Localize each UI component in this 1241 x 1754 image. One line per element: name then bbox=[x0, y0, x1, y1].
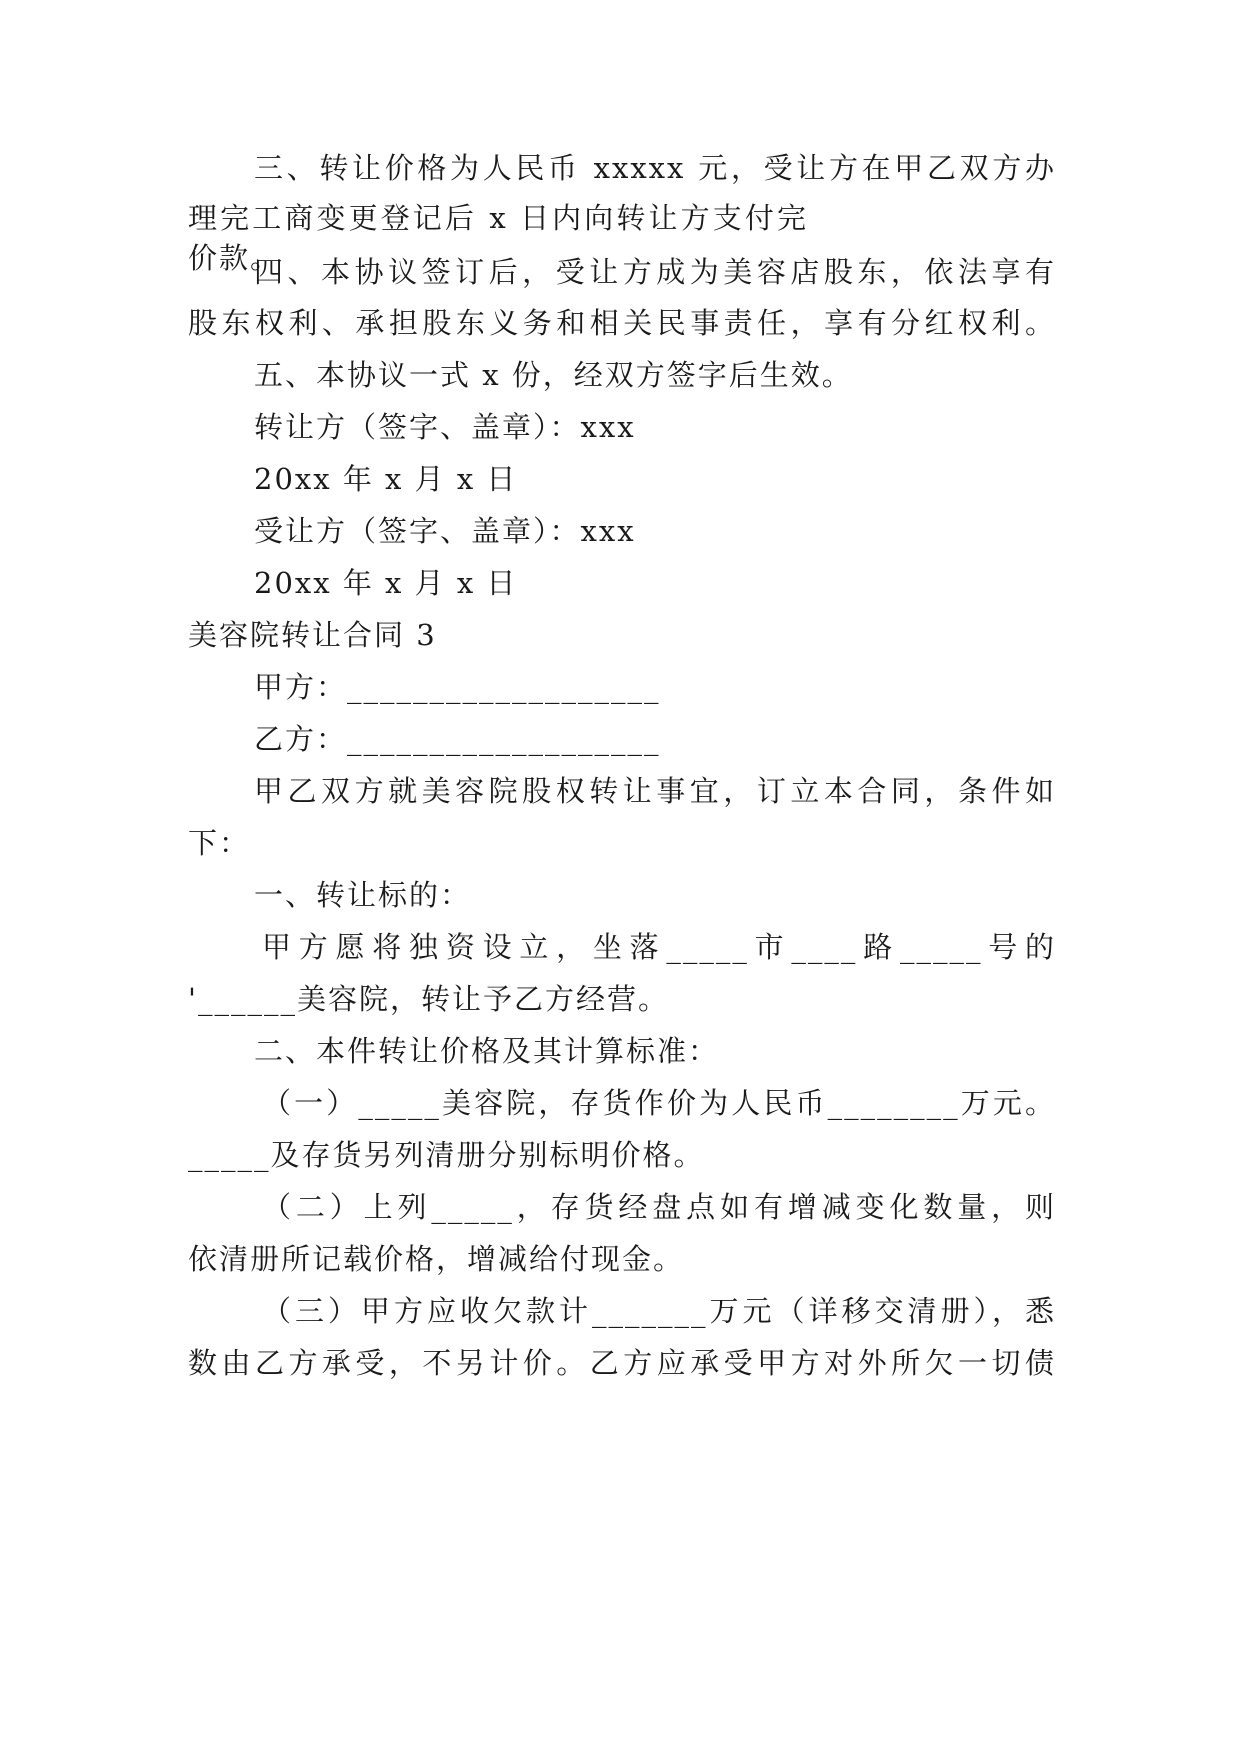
paragraph-line: （三）甲方应收欠款计_______万元（详移交清册），悉 bbox=[262, 1294, 1056, 1328]
paragraph-line: 三、转让价格为人民币 xxxxx 元，受让方在甲乙双方办 bbox=[254, 151, 1056, 185]
paragraph-line: 甲乙双方就美容院股权转让事宜，订立本合同，条件如 bbox=[254, 774, 1056, 808]
paragraph-line: '______美容院，转让予乙方经营。 bbox=[188, 982, 669, 1016]
signature-line: 受让方（签字、盖章）：xxx bbox=[254, 514, 636, 548]
party-a-line: 甲方：___________________ bbox=[254, 670, 661, 704]
paragraph-line: 依清册所记载价格，增减给付现金。 bbox=[188, 1242, 685, 1276]
paragraph-line: 下： bbox=[188, 826, 251, 860]
paragraph-line: （一）_____美容院，存货作价为人民币________万元。 bbox=[262, 1086, 1056, 1120]
paragraph-line: 数由乙方承受，不另计价。乙方应承受甲方对外所欠一切债 bbox=[188, 1346, 1056, 1380]
date-line: 20xx 年 x 月 x 日 bbox=[254, 566, 518, 600]
paragraph-line: 五、本协议一式 x 份，经双方签字后生效。 bbox=[254, 358, 853, 392]
section-title: 美容院转让合同 3 bbox=[188, 618, 437, 652]
party-b-line: 乙方：___________________ bbox=[254, 722, 661, 756]
clause-heading: 二、本件转让价格及其计算标准： bbox=[254, 1034, 720, 1068]
signature-line: 转让方（签字、盖章）：xxx bbox=[254, 410, 636, 444]
paragraph-line: _____及存货另列清册分别标明价格。 bbox=[188, 1138, 705, 1172]
date-line: 20xx 年 x 月 x 日 bbox=[254, 462, 518, 496]
paragraph-line: 甲方愿将独资设立，坐落_____市____路_____号的 bbox=[262, 930, 1056, 964]
paragraph-line: 股东权利、承担股东义务和相关民事责任，享有分红权利。 bbox=[188, 306, 1056, 340]
paragraph-line: （二）上列_____，存货经盘点如有增减变化数量，则 bbox=[262, 1190, 1056, 1224]
paragraph-line: 理完工商变更登记后 x 日内向转让方支付完价款。 bbox=[188, 201, 808, 275]
paragraph-line: 四、本协议签订后，受让方成为美容店股东，依法享有 bbox=[254, 255, 1056, 289]
clause-heading: 一、转让标的： bbox=[254, 878, 472, 912]
